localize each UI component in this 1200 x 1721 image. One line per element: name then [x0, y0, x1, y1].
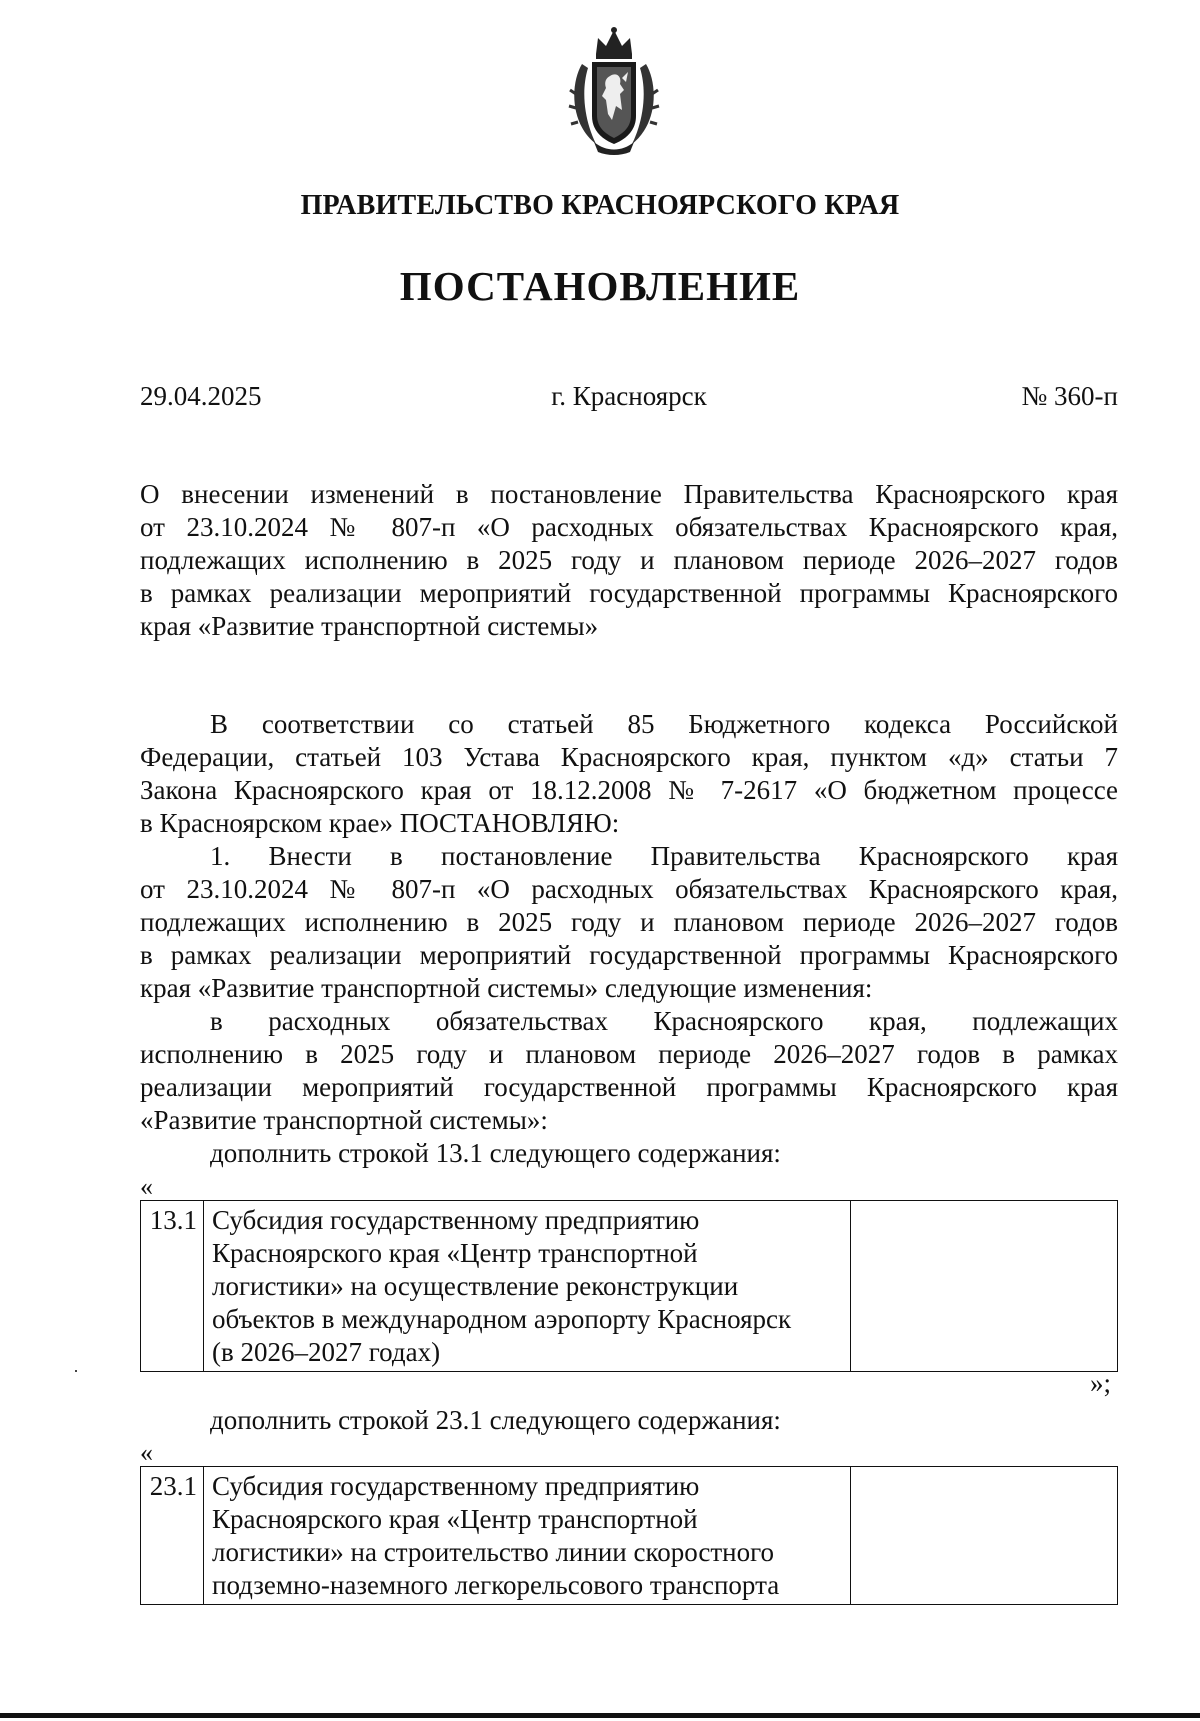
document-date: 29.04.2025 — [140, 381, 262, 411]
row-description-line: объектов в международном аэропорту Красноярск — [212, 1304, 792, 1334]
open-quote-1: « — [140, 1172, 153, 1201]
body-line: Закона Красноярского края от 18.12.2008 № 7-2617 «О бюджетном процессе — [140, 775, 1118, 805]
body-line: подлежащих исполнению в 2025 году и плановом периоде 2026–2027 годов — [140, 907, 1118, 937]
row-description-line: Красноярского края «Центр транспортной — [212, 1238, 698, 1268]
row-number: 23.1 — [141, 1467, 204, 1605]
document-number: № 360-п — [1021, 381, 1118, 411]
row-description-line: логистики» на строительство линии скоростного — [212, 1537, 775, 1567]
body-line: от 23.10.2024 № 807-п «О расходных обязательствах Красноярского края, — [140, 874, 1118, 904]
row-description-line: подземно-наземного легкорельсового транспорта — [212, 1570, 780, 1600]
row-description-line: Субсидия государственному предприятию — [212, 1471, 700, 1501]
subject-line: края «Развитие транспортной системы» — [140, 611, 599, 641]
body-line: дополнить строкой 13.1 следующего содержания: — [210, 1138, 781, 1168]
body-line: в Красноярском крае» ПОСТАНОВЛЯЮ: — [140, 808, 620, 838]
row-number: 13.1 — [141, 1201, 204, 1372]
row-description-line: логистики» на осуществление реконструкции — [212, 1271, 739, 1301]
government-name: ПРАВИТЕЛЬСТВО КРАСНОЯРСКОГО КРАЯ — [300, 190, 900, 221]
body-line: исполнению в 2025 году и плановом периоде 2026–2027 годов в рамках — [140, 1039, 1118, 1069]
row-description-line: Красноярского края «Центр транспортной — [212, 1504, 698, 1534]
document-body — [140, 708, 1118, 1170]
row-description — [204, 1201, 851, 1372]
page-bottom-edge — [0, 1713, 1200, 1718]
body-line: В соответствии со статьей 85 Бюджетного кодекса Российской — [210, 709, 1118, 739]
subject-line: от 23.10.2024 № 807-п «О расходных обязательствах Красноярского края, — [140, 512, 1118, 542]
amendment-table-1 — [140, 1200, 1118, 1372]
body-line: реализации мероприятий государственной программы Красноярского края — [140, 1072, 1118, 1102]
body-line: Федерации, статьей 103 Устава Красноярского края, пунктом «д» статьи 7 — [140, 742, 1118, 772]
scan-speck — [75, 1370, 77, 1372]
row-value — [851, 1201, 1118, 1372]
table-row — [141, 1467, 1118, 1605]
subject-line: О внесении изменений в постановление Правительства Красноярского края — [140, 479, 1118, 509]
body-line: в расходных обязательствах Красноярского края, подлежащих — [210, 1006, 1118, 1036]
document-city: г. Красноярск — [551, 381, 707, 411]
body-line: 1. Внести в постановление Правительства Красноярского края — [210, 841, 1118, 871]
open-quote-2: « — [140, 1438, 153, 1467]
coat-of-arms-icon — [566, 24, 662, 158]
row-description-line: Субсидия государственному предприятию — [212, 1205, 700, 1235]
body-line: края «Развитие транспортной системы» следующие изменения: — [140, 973, 873, 1003]
document-body-continued — [140, 1404, 1118, 1437]
body-line: «Развитие транспортной системы»: — [140, 1105, 548, 1135]
body-line: дополнить строкой 23.1 следующего содержания: — [210, 1405, 781, 1435]
amendment-table-2 — [140, 1466, 1118, 1605]
document-subject — [140, 478, 1118, 643]
body-line: в рамках реализации мероприятий государственной программы Красноярского — [140, 940, 1118, 970]
row-description-line: (в 2026–2027 годах) — [212, 1337, 441, 1367]
subject-line: в рамках реализации мероприятий государственной программы Красноярского — [140, 578, 1118, 608]
subject-line: подлежащих исполнению в 2025 году и плановом периоде 2026–2027 годов — [140, 545, 1118, 575]
document-type-title: ПОСТАНОВЛЕНИЕ — [399, 263, 801, 309]
close-quote-1: »; — [1090, 1368, 1112, 1398]
row-description — [204, 1467, 851, 1605]
table-row — [141, 1201, 1118, 1372]
row-value — [851, 1467, 1118, 1605]
